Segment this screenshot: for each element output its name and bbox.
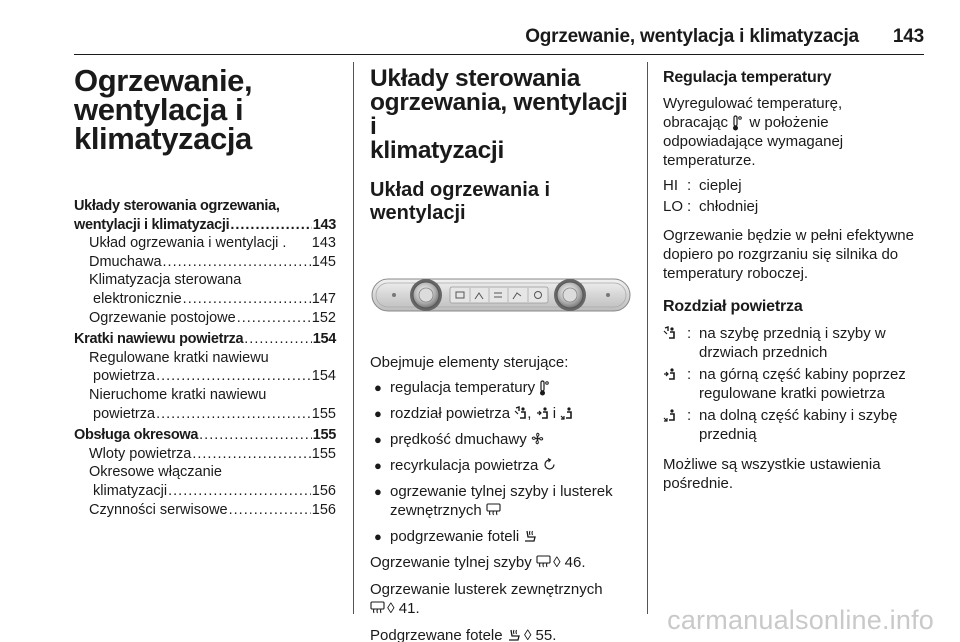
toc-entry-text: Układy sterowania ogrzewania, (74, 198, 280, 214)
ref-page-link[interactable]: 46. (564, 554, 586, 571)
rear-window-heating-icon (486, 503, 499, 517)
bullet-dot: ● (374, 529, 382, 544)
definition-value: chłodniej (699, 198, 759, 215)
floor-air-icon (560, 406, 573, 420)
list-item-text: i (552, 405, 557, 422)
definition-colon: : (687, 198, 692, 215)
toc-sub-entry[interactable] (74, 349, 336, 386)
air-distribution-title: Rozdział powietrza (663, 298, 803, 315)
text-line: temperaturze. (663, 152, 756, 169)
table-of-contents (74, 197, 336, 519)
toc-leader (199, 426, 312, 445)
section-title-line: ogrzewania, wentylacji i (370, 89, 628, 140)
subsection-title-line: Układ ogrzewania i (370, 179, 551, 201)
toc-sub-entry[interactable] (74, 309, 336, 328)
definition-colon: : (687, 325, 692, 342)
toc-entry-text: Nieruchome kratki nawiewu (89, 386, 267, 403)
list-item-text: regulacja temperatury (390, 379, 536, 396)
toc-entry-text: Obsługa okresowa (74, 427, 199, 444)
toc-entry-text: powietrza (93, 368, 156, 385)
toc-main-entry[interactable] (74, 330, 336, 349)
toc-entry-text: Kratki nawiewu powietrza (74, 331, 244, 348)
toc-leader (163, 253, 311, 272)
definition-value: regulowane kratki powietrza (699, 385, 885, 402)
toc-entry-text: powietrza (93, 405, 156, 422)
recirculation-icon (543, 458, 556, 472)
text-line: Wyregulować temperaturę, (663, 95, 843, 112)
subsection-title (370, 179, 632, 225)
toc-page: 155 (311, 405, 336, 422)
toc-page: 154 (311, 368, 336, 385)
toc-entry-text: elektronicznie (93, 290, 182, 307)
toc-page: 155 (311, 445, 336, 462)
bullet-dot: ● (374, 432, 382, 447)
definition-value: drzwiach przednich (699, 344, 828, 361)
text-line: pośrednie. (663, 475, 734, 492)
definition-value: na dolną część kabiny i szybę (699, 407, 898, 424)
text-line: obracając (663, 114, 729, 131)
seat-heating-icon (523, 529, 536, 543)
toc-leader (229, 501, 311, 520)
list-item (370, 430, 632, 449)
toc-page: 155 (312, 427, 336, 444)
definition-value: na górną część kabiny poprzez (699, 366, 906, 383)
reference-mirrors (370, 580, 632, 618)
definition-row (663, 406, 929, 444)
definition-key: LO (663, 198, 684, 215)
floor-air-icon (663, 408, 676, 422)
toc-page: 143 (312, 216, 336, 233)
toc-sub-entry[interactable] (74, 253, 336, 272)
temperature-instructions (663, 94, 929, 170)
definition-row (663, 176, 929, 195)
toc-sub-entry[interactable] (74, 501, 336, 520)
chapter-title-line: wentylacja i (74, 92, 244, 127)
toc-entry-text: Wloty powietrza (89, 445, 192, 462)
ref-page-link[interactable]: 55. (535, 627, 557, 642)
toc-page: 156 (311, 482, 336, 499)
toc-sub-entry[interactable] (74, 445, 336, 464)
ref-text: Ogrzewanie lusterek zewnętrznych (370, 581, 603, 598)
fan-icon (531, 432, 544, 446)
seat-heating-icon (507, 628, 520, 642)
toc-entry-text: wentylacji i klimatyzacji (74, 216, 230, 233)
definition-colon: : (687, 366, 692, 383)
toc-page: 156 (311, 501, 336, 518)
list-item (370, 456, 632, 475)
toc-page: 145 (311, 253, 336, 270)
list-item-text: rozdział powietrza (390, 405, 511, 422)
toc-page: 154 (312, 331, 336, 348)
definition-row (663, 324, 929, 362)
toc-entry-text: Czynności serwisowe (89, 501, 228, 518)
bullet-dot: ● (374, 484, 382, 499)
left-column (74, 62, 336, 519)
chapter-title (74, 63, 336, 156)
text-line: temperatury roboczej. (663, 265, 809, 282)
column-divider-1 (353, 62, 354, 614)
reference-arrow-icon: ◊ (387, 600, 395, 617)
toc-entry-text: Dmuchawa (89, 253, 162, 270)
air-distribution-definitions (663, 324, 929, 444)
toc-leader (237, 309, 311, 328)
list-item-text: podgrzewanie foteli (390, 528, 520, 545)
definition-value: przednią (699, 426, 757, 443)
header-rule (74, 54, 924, 55)
toc-leader (168, 482, 311, 501)
list-item (370, 404, 632, 423)
definition-colon: : (687, 407, 692, 424)
section-title-line: klimatyzacji (370, 137, 504, 164)
bullet-dot: ● (374, 406, 382, 421)
reference-arrow-icon: ◊ (523, 627, 532, 642)
toc-leader (183, 290, 311, 309)
text-line: Możliwe są wszystkie ustawienia (663, 456, 881, 473)
toc-sub-entry[interactable] (74, 234, 336, 253)
toc-entry-text: klimatyzacji (93, 482, 168, 499)
toc-page: 147 (311, 290, 336, 307)
closing-note (663, 455, 929, 493)
rear-window-heating-icon (370, 601, 383, 615)
running-header (525, 26, 924, 48)
temperature-icon (732, 115, 745, 129)
temperature-definitions (663, 176, 929, 216)
temperature-icon (539, 380, 552, 394)
toc-leader (156, 405, 311, 424)
toc-page: 143 (311, 235, 336, 252)
toc-main-entry[interactable] (74, 426, 336, 445)
chapter-title-line: klimatyzacja (74, 121, 252, 156)
toc-leader (244, 330, 311, 349)
face-vent-air-icon (536, 406, 549, 420)
running-title: Ogrzewanie, wentylacja i klimatyzacja (525, 26, 859, 47)
reference-arrow-icon: ◊ (553, 554, 561, 571)
middle-column (370, 62, 632, 642)
toc-sub-entry[interactable] (74, 463, 336, 500)
list-item (370, 482, 632, 520)
definition-colon: : (687, 177, 692, 194)
warmup-note (663, 226, 929, 283)
temperature-section-title: Regulacja temperatury (663, 69, 832, 86)
chapter-title-line: Ogrzewanie, (74, 63, 253, 98)
list-item (370, 527, 632, 546)
watermark: carmanualsonline.info (667, 605, 934, 635)
toc-sub-entry[interactable] (74, 271, 336, 308)
list-item-text: ogrzewanie tylnej szyby i lusterek (390, 483, 613, 500)
ref-text: Podgrzewane fotele (370, 627, 503, 642)
reference-seats (370, 626, 632, 642)
controls-list (370, 378, 632, 546)
list-item-text: , (527, 405, 532, 422)
page-number: 143 (892, 26, 924, 47)
text-line: odpowiadające wymaganej (663, 133, 844, 150)
toc-leader (192, 445, 310, 464)
definition-value: na szybę przednią i szyby w (699, 325, 886, 342)
toc-entry-text: Okresowe włączanie (89, 464, 222, 481)
definition-row (663, 197, 929, 216)
toc-main-entry[interactable] (74, 197, 336, 234)
face-vent-air-icon (663, 367, 676, 381)
toc-entry-text: Klimatyzacja sterowana (89, 272, 242, 289)
column-divider-2 (647, 62, 648, 614)
text-line: w położenie (749, 114, 829, 131)
list-item-text: prędkość dmuchawy (390, 431, 527, 448)
rear-window-heating-icon (536, 555, 549, 569)
text-line: Ogrzewanie będzie w pełni efektywne (663, 227, 914, 244)
bullet-dot: ● (374, 380, 382, 395)
section-title-line: Układy sterowania (370, 65, 581, 92)
definition-value: cieplej (699, 177, 742, 194)
toc-page: 152 (311, 309, 336, 326)
definition-key: HI (663, 177, 678, 194)
list-item (370, 378, 632, 397)
temperature-knob (410, 279, 442, 311)
subsection-title-line: wentylacji (370, 202, 466, 224)
ref-page-link[interactable]: 41. (398, 600, 420, 617)
toc-entry-text: Regulowane kratki nawiewu (89, 349, 269, 366)
section-title (370, 67, 632, 163)
bullet-dot: ● (374, 458, 382, 473)
toc-leader (230, 216, 311, 235)
definition-row (663, 365, 929, 403)
controls-intro: Obejmuje elementy sterujące: (370, 354, 569, 371)
list-item-text: recyrkulacja powietrza (390, 457, 539, 474)
toc-entry-text: Ogrzewanie postojowe (89, 309, 236, 326)
toc-sub-entry[interactable] (74, 386, 336, 423)
toc-entry-text: Układ ogrzewania i wentylacji . (89, 235, 287, 252)
fan-knob (554, 279, 586, 311)
text-line: dopiero po rozgrzaniu się silnika do (663, 246, 899, 263)
right-column (663, 62, 929, 493)
toc-leader (156, 367, 311, 386)
reference-rear-window (370, 553, 632, 572)
windscreen-air-icon (514, 406, 527, 420)
ref-text: Ogrzewanie tylnej szyby (370, 554, 532, 571)
list-item-text: zewnętrznych (390, 502, 482, 519)
windscreen-air-icon (663, 326, 676, 340)
climate-control-panel-illustration (370, 269, 632, 323)
